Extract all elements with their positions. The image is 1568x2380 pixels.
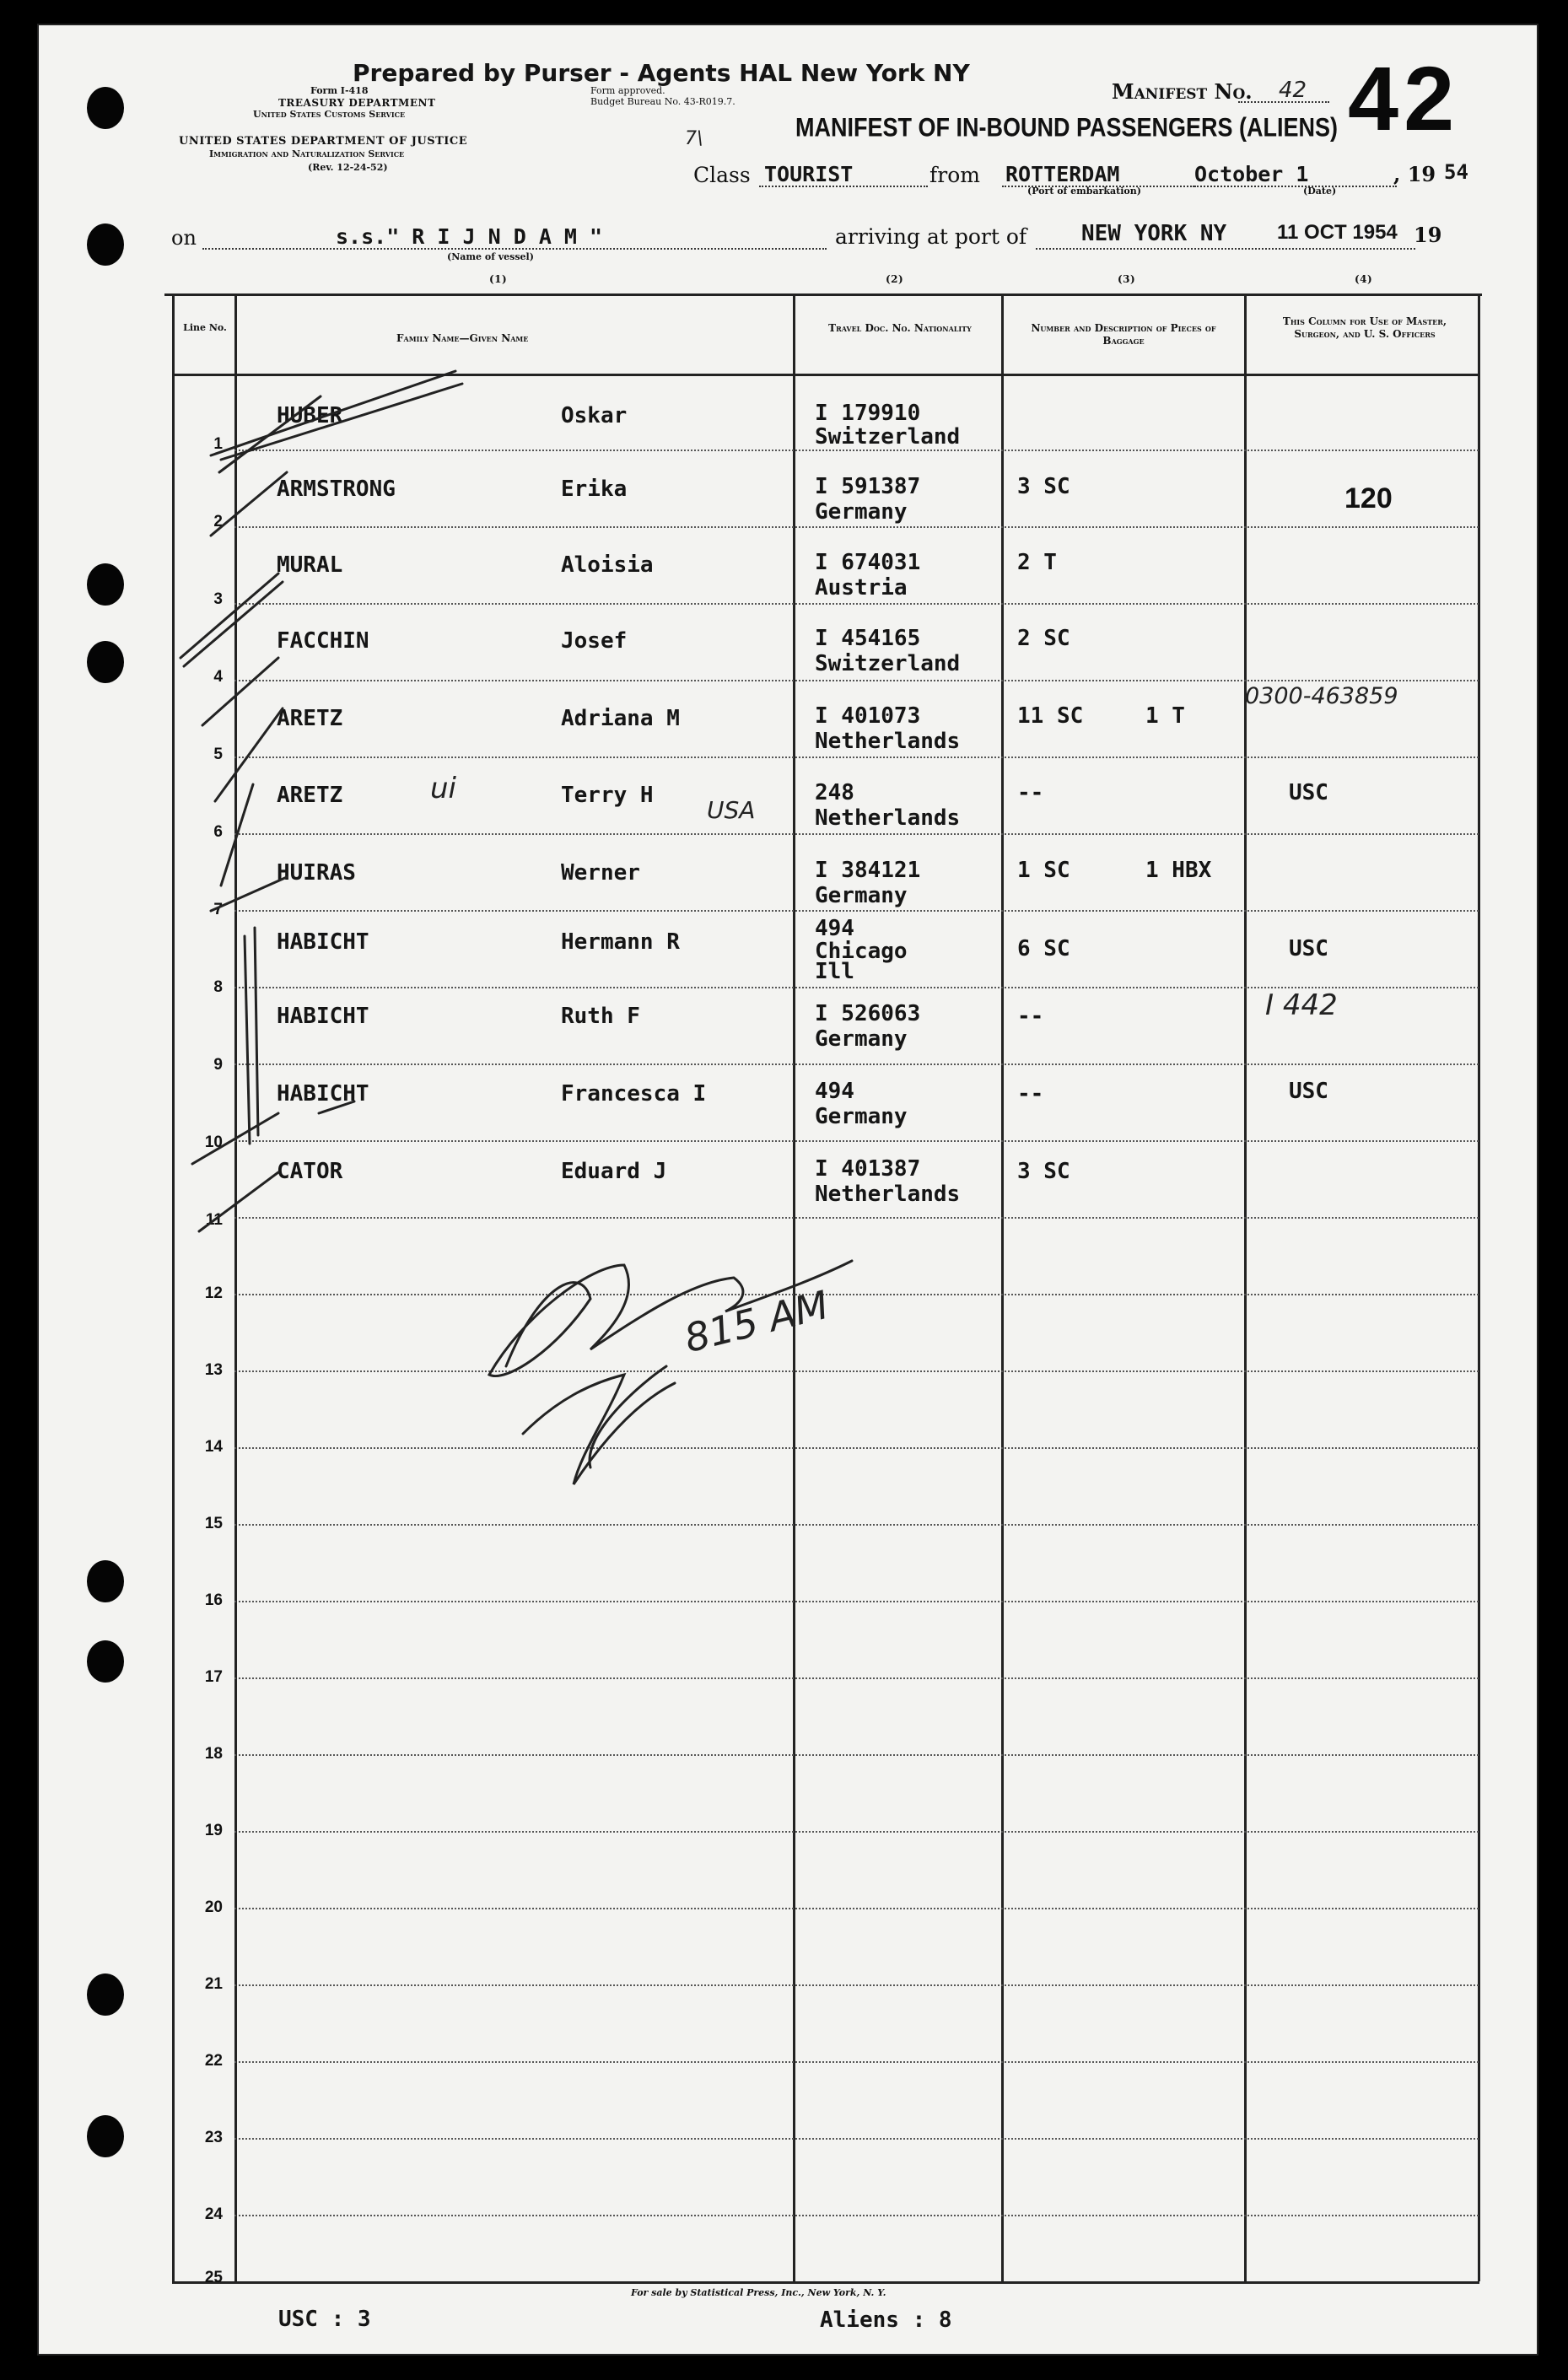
travel-doc: I 454165 xyxy=(815,626,921,651)
vessel-name: s.s." R I J N D A M " xyxy=(336,224,603,249)
officer-note: USC xyxy=(1289,1079,1328,1104)
line-number: 15 xyxy=(204,1515,223,1532)
family-name: FACCHIN xyxy=(277,628,369,654)
given-name: Adriana M xyxy=(561,706,680,731)
baggage: -- xyxy=(1017,1004,1044,1029)
line-number: 13 xyxy=(204,1361,223,1379)
column-number-4: (4) xyxy=(1355,273,1373,285)
officer-note: USC xyxy=(1289,780,1328,805)
travel-doc: I 401073 xyxy=(815,703,921,729)
header-baggage: Number and Description of Pieces of Baggage xyxy=(1031,322,1216,347)
line-number: 11 xyxy=(205,1211,223,1229)
line-number: 17 xyxy=(204,1668,223,1686)
port-embarkation: ROTTERDAM xyxy=(1005,162,1120,186)
line-number: 3 xyxy=(213,590,223,608)
given-name: Eduard J xyxy=(561,1159,667,1184)
given-name: Erika xyxy=(561,477,628,502)
line-number: 23 xyxy=(204,2129,223,2146)
year-prefix: , 19 xyxy=(1393,162,1436,186)
manifest-no-large: 42 xyxy=(1348,47,1460,149)
baggage: 11 SC xyxy=(1017,703,1084,729)
officer-note: 0300-463859 xyxy=(1245,683,1398,709)
baggage-extra: 1 HBX xyxy=(1145,858,1212,883)
given-name: Oskar xyxy=(561,403,628,428)
baggage: -- xyxy=(1017,780,1044,805)
form-approved: Form approved. xyxy=(590,85,665,96)
line-number: 14 xyxy=(204,1438,223,1456)
officer-note: 120 xyxy=(1344,482,1393,514)
line-number: 8 xyxy=(213,978,223,996)
baggage-extra: 1 T xyxy=(1145,703,1185,729)
given-name: Ruth F xyxy=(561,1004,640,1029)
line-number: 25 xyxy=(204,2269,223,2286)
travel-doc: I 384121 xyxy=(815,858,921,883)
line-number: 5 xyxy=(213,746,223,763)
officer-note: I 442 xyxy=(1265,988,1338,1022)
handwritten-mark: USA xyxy=(707,796,756,824)
arriving-label: arriving at port of xyxy=(835,224,1027,249)
given-name: Aloisia xyxy=(561,552,654,578)
inspector-time: 815 AM xyxy=(680,1281,833,1362)
on-label: on xyxy=(171,226,197,250)
line-number: 24 xyxy=(204,2205,223,2223)
nationality: Germany xyxy=(815,499,908,525)
travel-doc: 248 xyxy=(815,780,854,805)
date-caption: (Date) xyxy=(1303,186,1337,197)
header-name: Family Name—Given Name xyxy=(396,332,529,344)
column-number-3: (3) xyxy=(1118,273,1136,285)
baggage: 2 T xyxy=(1017,550,1057,575)
usc-count: USC : 3 xyxy=(278,2307,371,2332)
line-number: 4 xyxy=(213,668,223,686)
baggage: 3 SC xyxy=(1017,474,1070,499)
column-number-1: (1) xyxy=(489,273,508,285)
manifest-title: MANIFEST OF IN-BOUND PASSENGERS (ALIENS) xyxy=(795,112,1339,143)
handwritten-mark: ui xyxy=(430,772,456,805)
year-suffix: 54 xyxy=(1444,160,1468,184)
manifest-no-value: 42 xyxy=(1279,78,1307,103)
given-name: Hermann R xyxy=(561,929,680,955)
line-number: 6 xyxy=(213,823,223,841)
baggage: 3 SC xyxy=(1017,1159,1070,1184)
departure-date: October 1 xyxy=(1194,162,1309,186)
travel-doc: 494 xyxy=(815,916,854,941)
family-name: HABICHT xyxy=(277,1081,369,1107)
family-name: CATOR xyxy=(277,1159,343,1184)
travel-doc: I 401387 xyxy=(815,1156,921,1182)
dept-justice: UNITED STATES DEPARTMENT OF JUSTICE xyxy=(179,135,468,148)
from-label: from xyxy=(929,163,980,187)
dept-justice-sub: Immigration and Naturalization Service xyxy=(209,148,405,159)
nationality: Netherlands xyxy=(815,729,961,754)
form-number: Form I-418 xyxy=(310,85,369,96)
family-name: ARETZ xyxy=(277,706,343,731)
class-value: TOURIST xyxy=(764,162,854,186)
officer-note: USC xyxy=(1289,936,1328,961)
nationality: Switzerland xyxy=(815,424,961,450)
class-label: Class xyxy=(693,163,751,187)
nationality: Netherlands xyxy=(815,1182,961,1207)
prepared-by-line: Prepared by Purser - Agents HAL New York NY xyxy=(353,59,970,87)
header-line-no: Line No. xyxy=(183,322,227,333)
line-number: 2 xyxy=(213,513,223,530)
line-number: 7 xyxy=(213,901,223,918)
travel-doc: I 179910 xyxy=(815,401,921,426)
header-officers: This Column for Use of Master, Surgeon, and U. S. Officers xyxy=(1282,315,1447,340)
port-embarkation-caption: (Port of embarkation) xyxy=(1027,186,1141,197)
dept-treasury-sub: United States Customs Service xyxy=(253,109,406,120)
nationality: Germany xyxy=(815,1104,908,1129)
line-number: 9 xyxy=(213,1056,223,1074)
travel-doc: 494 xyxy=(815,1079,854,1104)
budget-bureau: Budget Bureau No. 43-R019.7. xyxy=(590,96,736,107)
line-number: 19 xyxy=(204,1822,223,1839)
given-name: Josef xyxy=(561,628,628,654)
family-name: MURAL xyxy=(277,552,343,578)
revision: (Rev. 12-24-52) xyxy=(308,162,388,173)
baggage: -- xyxy=(1017,1081,1044,1107)
nationality: Chicago Ill xyxy=(815,939,908,984)
given-name: Werner xyxy=(561,860,640,886)
nationality: Netherlands xyxy=(815,805,961,831)
baggage: 6 SC xyxy=(1017,936,1070,961)
given-name: Francesca I xyxy=(561,1081,707,1107)
printer-line: For sale by Statistical Press, Inc., New York, N. Y. xyxy=(631,2287,886,2298)
travel-doc: I 591387 xyxy=(815,474,921,499)
dept-treasury: TREASURY DEPARTMENT xyxy=(278,97,436,109)
line-number: 12 xyxy=(204,1284,223,1302)
line-number: 20 xyxy=(204,1898,223,1916)
vessel-caption: (Name of vessel) xyxy=(447,251,534,262)
line-number: 10 xyxy=(204,1133,223,1151)
family-name: HABICHT xyxy=(277,1004,369,1029)
arrival-stamp: 11 OCT 1954 xyxy=(1277,221,1398,244)
nationality: Germany xyxy=(815,883,908,908)
family-name: HUIRAS xyxy=(277,860,356,886)
aliens-count: Aliens : 8 xyxy=(820,2307,952,2333)
travel-doc: I 526063 xyxy=(815,1001,921,1026)
nationality: Germany xyxy=(815,1026,908,1052)
family-name: HUBER xyxy=(277,403,343,428)
baggage: 1 SC xyxy=(1017,858,1070,883)
arrival-year: 19 xyxy=(1414,223,1442,247)
family-name: HABICHT xyxy=(277,929,369,955)
line-number: 18 xyxy=(204,1745,223,1763)
given-name: Terry H xyxy=(561,783,654,808)
header-travel-doc: Travel Doc. No. Nationality xyxy=(828,322,972,334)
line-number: 21 xyxy=(204,1975,223,1993)
manifest-no-label: Manifest No. xyxy=(1112,79,1253,104)
family-name: ARMSTRONG xyxy=(277,477,396,502)
line-number: 16 xyxy=(204,1591,223,1609)
family-name: ARETZ xyxy=(277,783,343,808)
handwritten-top-mark: 7\ xyxy=(685,128,703,149)
line-number: 22 xyxy=(204,2052,223,2070)
travel-doc: I 674031 xyxy=(815,550,921,575)
baggage: 2 SC xyxy=(1017,626,1070,651)
nationality: Switzerland xyxy=(815,651,961,676)
line-number: 1 xyxy=(213,435,223,453)
column-number-2: (2) xyxy=(886,273,904,285)
nationality: Austria xyxy=(815,575,908,600)
arrival-port: NEW YORK NY xyxy=(1081,221,1227,246)
